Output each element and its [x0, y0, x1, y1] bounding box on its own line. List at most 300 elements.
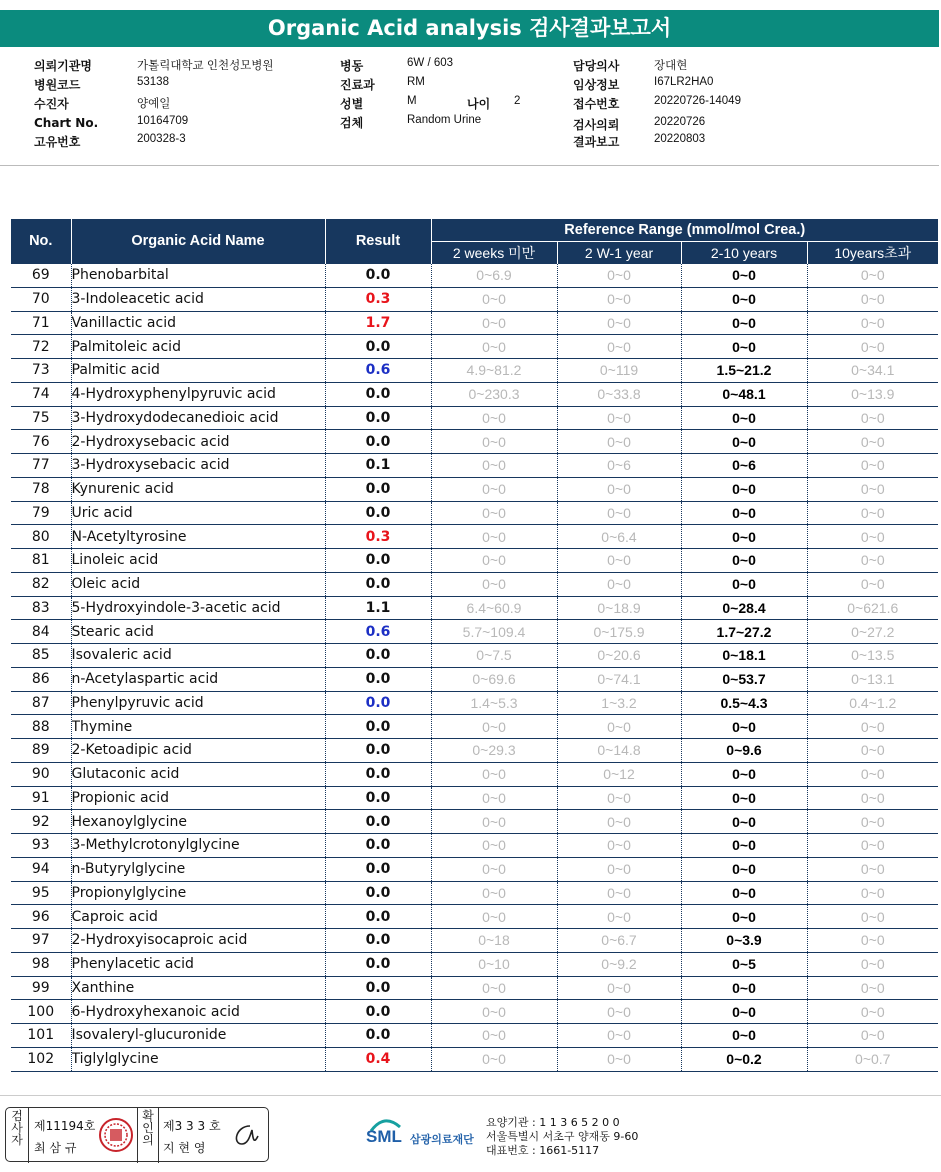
row-result: 0.0: [325, 762, 431, 786]
row-result: 0.3: [325, 525, 431, 549]
row-ref-2w-1y: 0~74.1: [557, 667, 681, 691]
row-ref-10y-plus: 0~0: [807, 857, 938, 881]
table-row: [11, 739, 938, 763]
row-ref-2-10y: 1.7~27.2: [681, 620, 807, 644]
ward-value: 6W / 603: [407, 57, 454, 69]
row-no: 83: [11, 596, 71, 620]
row-ref-2weeks: 0~0: [431, 1024, 557, 1048]
row-ref-2w-1y: 0~0: [557, 810, 681, 834]
row-ref-2-10y: 0~0: [681, 786, 807, 810]
row-no: 100: [11, 1000, 71, 1024]
dept-value: RM: [407, 76, 425, 88]
row-ref-10y-plus: 0~0: [807, 929, 938, 953]
row-no: 93: [11, 834, 71, 858]
table-row: [11, 786, 938, 810]
row-no: 96: [11, 905, 71, 929]
row-no: 71: [11, 311, 71, 335]
row-ref-2-10y: 0~0: [681, 976, 807, 1000]
row-ref-2w-1y: 0~14.8: [557, 739, 681, 763]
row-ref-2weeks: 5.7~109.4: [431, 620, 557, 644]
row-ref-10y-plus: 0~27.2: [807, 620, 938, 644]
row-result: 0.0: [325, 477, 431, 501]
row-ref-2weeks: 0~18: [431, 929, 557, 953]
row-ref-2weeks: 0~0: [431, 881, 557, 905]
row-ref-10y-plus: 0~13.9: [807, 382, 938, 406]
row-result: 0.0: [325, 406, 431, 430]
table-row: [11, 1024, 938, 1048]
unique-label: 고유번호: [34, 135, 81, 149]
row-result: 0.0: [325, 549, 431, 573]
row-no: 88: [11, 715, 71, 739]
col-no-header: No.: [11, 219, 71, 264]
table-row: [11, 667, 938, 691]
row-acid-name: Thymine: [71, 715, 325, 739]
row-no: 90: [11, 762, 71, 786]
row-result: 0.0: [325, 430, 431, 454]
row-ref-10y-plus: 0~0: [807, 406, 938, 430]
row-ref-10y-plus: 0~0: [807, 976, 938, 1000]
row-acid-name: Glutaconic acid: [71, 762, 325, 786]
hospital-label: 의뢰기관명: [34, 59, 92, 73]
patient-value: 양예일: [137, 98, 171, 110]
row-no: 101: [11, 1024, 71, 1048]
row-ref-2weeks: 0~0: [431, 976, 557, 1000]
row-acid-name: Palmitic acid: [71, 359, 325, 383]
col-result-header: Result: [325, 219, 431, 264]
row-ref-10y-plus: 0~0: [807, 952, 938, 976]
row-acid-name: N-Acetyltyrosine: [71, 525, 325, 549]
row-ref-2weeks: 0~7.5: [431, 644, 557, 668]
row-result: 0.6: [325, 359, 431, 383]
row-ref-2w-1y: 0~0: [557, 715, 681, 739]
row-result: 1.1: [325, 596, 431, 620]
row-ref-10y-plus: 0~0: [807, 572, 938, 596]
care-number: 요양기관 : 1 1 3 6 5 2 0 0: [486, 1116, 620, 1129]
code-value: 53138: [137, 76, 169, 88]
row-result: 0.0: [325, 810, 431, 834]
row-ref-2weeks: 0~0: [431, 786, 557, 810]
row-ref-2-10y: 0~3.9: [681, 929, 807, 953]
row-ref-2w-1y: 0~0: [557, 881, 681, 905]
row-result: 0.0: [325, 786, 431, 810]
row-ref-2w-1y: 0~0: [557, 1000, 681, 1024]
row-no: 78: [11, 477, 71, 501]
row-result: 0.0: [325, 572, 431, 596]
row-ref-2w-1y: 0~18.9: [557, 596, 681, 620]
table-row: [11, 952, 938, 976]
table-row: [11, 881, 938, 905]
row-ref-10y-plus: 0~0: [807, 1024, 938, 1048]
age-value: 2: [514, 95, 521, 107]
signature-icon: [228, 1120, 264, 1150]
row-ref-2w-1y: 0~6.4: [557, 525, 681, 549]
row-no: 99: [11, 976, 71, 1000]
row-ref-2-10y: 0~0: [681, 430, 807, 454]
row-result: 0.0: [325, 644, 431, 668]
confirm-vertical-label: [137, 1108, 159, 1163]
row-result: 0.0: [325, 739, 431, 763]
row-no: 74: [11, 382, 71, 406]
table-row: [11, 525, 938, 549]
row-ref-10y-plus: 0~0: [807, 715, 938, 739]
row-ref-2-10y: 0~5: [681, 952, 807, 976]
row-ref-2w-1y: 0~33.8: [557, 382, 681, 406]
doctor-label: 담당의사: [573, 59, 620, 73]
table-row: [11, 976, 938, 1000]
table-row: [11, 454, 938, 478]
row-acid-name: 2-Ketoadipic acid: [71, 739, 325, 763]
clinical-value: I67LR2HA0: [654, 76, 714, 88]
row-ref-2w-1y: 0~0: [557, 905, 681, 929]
row-ref-2weeks: 0~0: [431, 1047, 557, 1071]
tester-license: 제11194호: [34, 1119, 96, 1133]
row-ref-2-10y: 0~0: [681, 525, 807, 549]
table-row: [11, 929, 938, 953]
row-ref-10y-plus: 0~0: [807, 477, 938, 501]
table-row: [11, 691, 938, 715]
doctor-value: 장대현: [654, 60, 688, 72]
row-ref-10y-plus: 0.4~1.2: [807, 691, 938, 715]
row-ref-2-10y: 0~28.4: [681, 596, 807, 620]
row-ref-10y-plus: 0~34.1: [807, 359, 938, 383]
row-acid-name: Xanthine: [71, 976, 325, 1000]
row-ref-2w-1y: 0~0: [557, 287, 681, 311]
row-ref-2w-1y: 0~0: [557, 857, 681, 881]
row-ref-2w-1y: 0~0: [557, 1024, 681, 1048]
row-ref-2w-1y: 0~0: [557, 572, 681, 596]
table-row: [11, 477, 938, 501]
ward-label: 병동: [340, 59, 364, 73]
row-ref-2w-1y: 0~0: [557, 834, 681, 858]
row-no: 97: [11, 929, 71, 953]
row-ref-2-10y: 0~0: [681, 501, 807, 525]
sex-label: 성별: [340, 97, 364, 111]
signature-box: [5, 1107, 269, 1162]
row-no: 98: [11, 952, 71, 976]
row-ref-10y-plus: 0~0: [807, 905, 938, 929]
table-row: [11, 549, 938, 573]
row-result: 0.0: [325, 952, 431, 976]
row-result: 0.1: [325, 454, 431, 478]
sub-col-2: 2 W-1 year: [557, 241, 681, 264]
dept-label: 진료과: [340, 78, 375, 92]
row-ref-2-10y: 0~0: [681, 905, 807, 929]
row-acid-name: 3-Methylcrotonylglycine: [71, 834, 325, 858]
row-ref-2-10y: 0~0: [681, 549, 807, 573]
row-ref-2-10y: 0~0: [681, 810, 807, 834]
patient-info: [0, 50, 939, 166]
tester-name: 최 삼 규: [34, 1141, 77, 1155]
row-ref-2-10y: 0~0.2: [681, 1047, 807, 1071]
row-acid-name: 2-Hydroxysebacic acid: [71, 430, 325, 454]
row-ref-2weeks: 0~0: [431, 549, 557, 573]
table-row: [11, 264, 938, 288]
phone-line: 대표번호 : 1661-5117: [486, 1144, 600, 1157]
row-ref-10y-plus: 0~0: [807, 525, 938, 549]
row-acid-name: Phenobarbital: [71, 264, 325, 288]
row-ref-2-10y: 0~0: [681, 335, 807, 359]
col-ref-header: Reference Range (mmol/mol Crea.): [431, 219, 938, 241]
row-acid-name: Vanillactic acid: [71, 311, 325, 335]
unique-value: 200328-3: [137, 133, 186, 145]
row-result: 1.7: [325, 311, 431, 335]
row-ref-10y-plus: 0~0: [807, 1000, 938, 1024]
row-ref-10y-plus: 0~0: [807, 810, 938, 834]
table-row: [11, 1000, 938, 1024]
tester-label: 검 사 자: [11, 1109, 23, 1147]
org-address: [486, 1116, 638, 1158]
row-ref-2weeks: 6.4~60.9: [431, 596, 557, 620]
row-no: 102: [11, 1047, 71, 1071]
row-result: 0.6: [325, 620, 431, 644]
row-no: 81: [11, 549, 71, 573]
row-acid-name: Stearic acid: [71, 620, 325, 644]
row-ref-2-10y: 0~18.1: [681, 644, 807, 668]
code-label: 병원코드: [34, 78, 81, 92]
row-result: 0.0: [325, 691, 431, 715]
table-row: [11, 406, 938, 430]
table-row: [11, 1047, 938, 1071]
row-result: 0.0: [325, 335, 431, 359]
row-ref-2-10y: 0~0: [681, 834, 807, 858]
row-ref-10y-plus: 0~0: [807, 762, 938, 786]
row-ref-2-10y: 0~0: [681, 287, 807, 311]
table-row: [11, 596, 938, 620]
row-ref-2-10y: 0~6: [681, 454, 807, 478]
sex-value: M: [407, 95, 417, 107]
table-row: [11, 762, 938, 786]
row-no: 91: [11, 786, 71, 810]
row-ref-2weeks: 0~0: [431, 430, 557, 454]
row-ref-10y-plus: 0~0: [807, 430, 938, 454]
row-acid-name: 3-Hydroxysebacic acid: [71, 454, 325, 478]
row-no: 92: [11, 810, 71, 834]
row-acid-name: Phenylpyruvic acid: [71, 691, 325, 715]
row-ref-2-10y: 0~0: [681, 264, 807, 288]
row-ref-2w-1y: 0~0: [557, 335, 681, 359]
row-ref-2weeks: 0~230.3: [431, 382, 557, 406]
report-date-label: 결과보고: [573, 135, 620, 149]
row-ref-2weeks: 0~6.9: [431, 264, 557, 288]
table-row: [11, 335, 938, 359]
row-ref-10y-plus: 0~0: [807, 881, 938, 905]
row-ref-10y-plus: 0~0: [807, 454, 938, 478]
table-row: [11, 620, 938, 644]
row-acid-name: 2-Hydroxyisocaproic acid: [71, 929, 325, 953]
row-ref-10y-plus: 0~0: [807, 549, 938, 573]
row-ref-2weeks: 0~0: [431, 810, 557, 834]
row-ref-10y-plus: 0~0: [807, 264, 938, 288]
row-ref-2-10y: 0.5~4.3: [681, 691, 807, 715]
row-result: 0.0: [325, 976, 431, 1000]
row-result: 0.0: [325, 382, 431, 406]
hospital-value: 가톨릭대학교 인천성모병원: [137, 60, 274, 72]
row-ref-2-10y: 0~0: [681, 857, 807, 881]
row-ref-2-10y: 0~0: [681, 477, 807, 501]
receipt-value: 20220726-14049: [654, 95, 741, 107]
row-no: 95: [11, 881, 71, 905]
row-no: 87: [11, 691, 71, 715]
specimen-label: 검체: [340, 116, 364, 130]
row-ref-2-10y: 0~0: [681, 311, 807, 335]
row-result: 0.0: [325, 1024, 431, 1048]
row-acid-name: Uric acid: [71, 501, 325, 525]
row-ref-2-10y: 0~48.1: [681, 382, 807, 406]
row-acid-name: Caproic acid: [71, 905, 325, 929]
row-ref-10y-plus: 0~0.7: [807, 1047, 938, 1071]
row-no: 72: [11, 335, 71, 359]
row-result: 0.3: [325, 287, 431, 311]
sub-col-1: 2 weeks 미만: [431, 241, 557, 264]
row-ref-10y-plus: 0~0: [807, 834, 938, 858]
row-acid-name: Palmitoleic acid: [71, 335, 325, 359]
table-row: [11, 857, 938, 881]
chart-label: Chart No.: [34, 116, 99, 130]
row-acid-name: Isovaleric acid: [71, 644, 325, 668]
row-no: 94: [11, 857, 71, 881]
row-ref-2w-1y: 0~20.6: [557, 644, 681, 668]
tester-vertical-label: [6, 1108, 29, 1163]
sml-name: 삼광의료재단: [410, 1133, 474, 1146]
table-row: [11, 430, 938, 454]
table-row: [11, 905, 938, 929]
row-ref-2w-1y: 0~0: [557, 430, 681, 454]
col-name-header: Organic Acid Name: [71, 219, 325, 264]
row-ref-2weeks: 0~0: [431, 311, 557, 335]
row-acid-name: Kynurenic acid: [71, 477, 325, 501]
row-no: 69: [11, 264, 71, 288]
row-acid-name: n-Acetylaspartic acid: [71, 667, 325, 691]
row-ref-2w-1y: 0~0: [557, 976, 681, 1000]
seal-stamp-icon: [98, 1117, 134, 1153]
row-acid-name: n-Butyrylglycine: [71, 857, 325, 881]
row-ref-2weeks: 0~69.6: [431, 667, 557, 691]
row-ref-2-10y: 0~0: [681, 572, 807, 596]
row-no: 79: [11, 501, 71, 525]
row-no: 76: [11, 430, 71, 454]
report-title: Organic Acid analysis 검사결과보고서: [0, 10, 939, 47]
row-ref-2weeks: 0~0: [431, 715, 557, 739]
row-ref-2w-1y: 0~0: [557, 477, 681, 501]
confirm-label: 확 인 의: [142, 1109, 154, 1147]
row-acid-name: Propionic acid: [71, 786, 325, 810]
request-value: 20220726: [654, 116, 706, 128]
clinical-label: 임상정보: [573, 78, 620, 92]
row-ref-2w-1y: 0~9.2: [557, 952, 681, 976]
confirm-license: 제3 3 3 호: [163, 1119, 221, 1133]
row-acid-name: Tiglylglycine: [71, 1047, 325, 1071]
row-no: 77: [11, 454, 71, 478]
footer-divider: [0, 1095, 941, 1096]
row-acid-name: Propionylglycine: [71, 881, 325, 905]
chart-value: 10164709: [137, 115, 189, 127]
row-ref-10y-plus: 0~0: [807, 287, 938, 311]
row-acid-name: Phenylacetic acid: [71, 952, 325, 976]
table-row: [11, 359, 938, 383]
row-ref-10y-plus: 0~0: [807, 739, 938, 763]
table-row: [11, 834, 938, 858]
row-ref-2w-1y: 0~0: [557, 786, 681, 810]
row-ref-2-10y: 0~0: [681, 715, 807, 739]
row-ref-10y-plus: 0~13.1: [807, 667, 938, 691]
row-no: 82: [11, 572, 71, 596]
row-ref-2w-1y: 0~119: [557, 359, 681, 383]
row-ref-2weeks: 0~0: [431, 287, 557, 311]
row-ref-2w-1y: 0~0: [557, 1047, 681, 1071]
row-ref-2w-1y: 0~0: [557, 501, 681, 525]
row-acid-name: 4-Hydroxyphenylpyruvic acid: [71, 382, 325, 406]
row-acid-name: 3-Hydroxydodecanedioic acid: [71, 406, 325, 430]
row-acid-name: 5-Hydroxyindole-3-acetic acid: [71, 596, 325, 620]
sml-abbr: SML: [366, 1127, 402, 1146]
row-no: 85: [11, 644, 71, 668]
row-ref-2weeks: 0~0: [431, 454, 557, 478]
row-result: 0.0: [325, 1000, 431, 1024]
row-ref-2weeks: 0~29.3: [431, 739, 557, 763]
request-label: 검사의뢰: [573, 118, 620, 132]
row-ref-2w-1y: 0~6: [557, 454, 681, 478]
row-result: 0.0: [325, 667, 431, 691]
row-ref-2-10y: 0~0: [681, 406, 807, 430]
row-ref-10y-plus: 0~0: [807, 311, 938, 335]
row-ref-2weeks: 0~0: [431, 335, 557, 359]
row-acid-name: Linoleic acid: [71, 549, 325, 573]
row-acid-name: Oleic acid: [71, 572, 325, 596]
row-result: 0.4: [325, 1047, 431, 1071]
row-ref-2w-1y: 0~12: [557, 762, 681, 786]
sub-col-3: 2-10 years: [681, 241, 807, 264]
row-no: 84: [11, 620, 71, 644]
sub-col-4: 10years초과: [807, 241, 938, 264]
table-row: [11, 572, 938, 596]
row-ref-2-10y: 0~0: [681, 1024, 807, 1048]
row-ref-2weeks: 0~0: [431, 501, 557, 525]
row-ref-2weeks: 0~0: [431, 406, 557, 430]
row-ref-2weeks: 0~10: [431, 952, 557, 976]
row-ref-2w-1y: 0~0: [557, 264, 681, 288]
receipt-label: 접수번호: [573, 97, 620, 111]
table-row: [11, 501, 938, 525]
age-label: 나이: [467, 97, 491, 111]
row-ref-2-10y: 0~0: [681, 881, 807, 905]
row-ref-2w-1y: 0~0: [557, 311, 681, 335]
row-acid-name: 3-Indoleacetic acid: [71, 287, 325, 311]
specimen-value: Random Urine: [407, 114, 482, 126]
report-date-value: 20220803: [654, 133, 706, 145]
row-ref-2-10y: 0~0: [681, 762, 807, 786]
row-no: 73: [11, 359, 71, 383]
address-line: 서울특별시 서초구 양재동 9-60: [486, 1130, 639, 1143]
table-row: [11, 311, 938, 335]
table-row: [11, 382, 938, 406]
row-result: 0.0: [325, 264, 431, 288]
confirm-name: 지 현 영: [163, 1141, 206, 1155]
row-ref-2weeks: 0~0: [431, 477, 557, 501]
row-ref-2w-1y: 0~0: [557, 549, 681, 573]
row-ref-2-10y: 0~53.7: [681, 667, 807, 691]
row-ref-2-10y: 0~9.6: [681, 739, 807, 763]
row-no: 86: [11, 667, 71, 691]
row-ref-2w-1y: 1~3.2: [557, 691, 681, 715]
row-ref-2-10y: 1.5~21.2: [681, 359, 807, 383]
row-ref-2weeks: 0~0: [431, 572, 557, 596]
row-no: 70: [11, 287, 71, 311]
row-acid-name: Hexanoylglycine: [71, 810, 325, 834]
row-no: 75: [11, 406, 71, 430]
table-row: [11, 287, 938, 311]
row-ref-2weeks: 0~0: [431, 905, 557, 929]
row-ref-2w-1y: 0~0: [557, 406, 681, 430]
